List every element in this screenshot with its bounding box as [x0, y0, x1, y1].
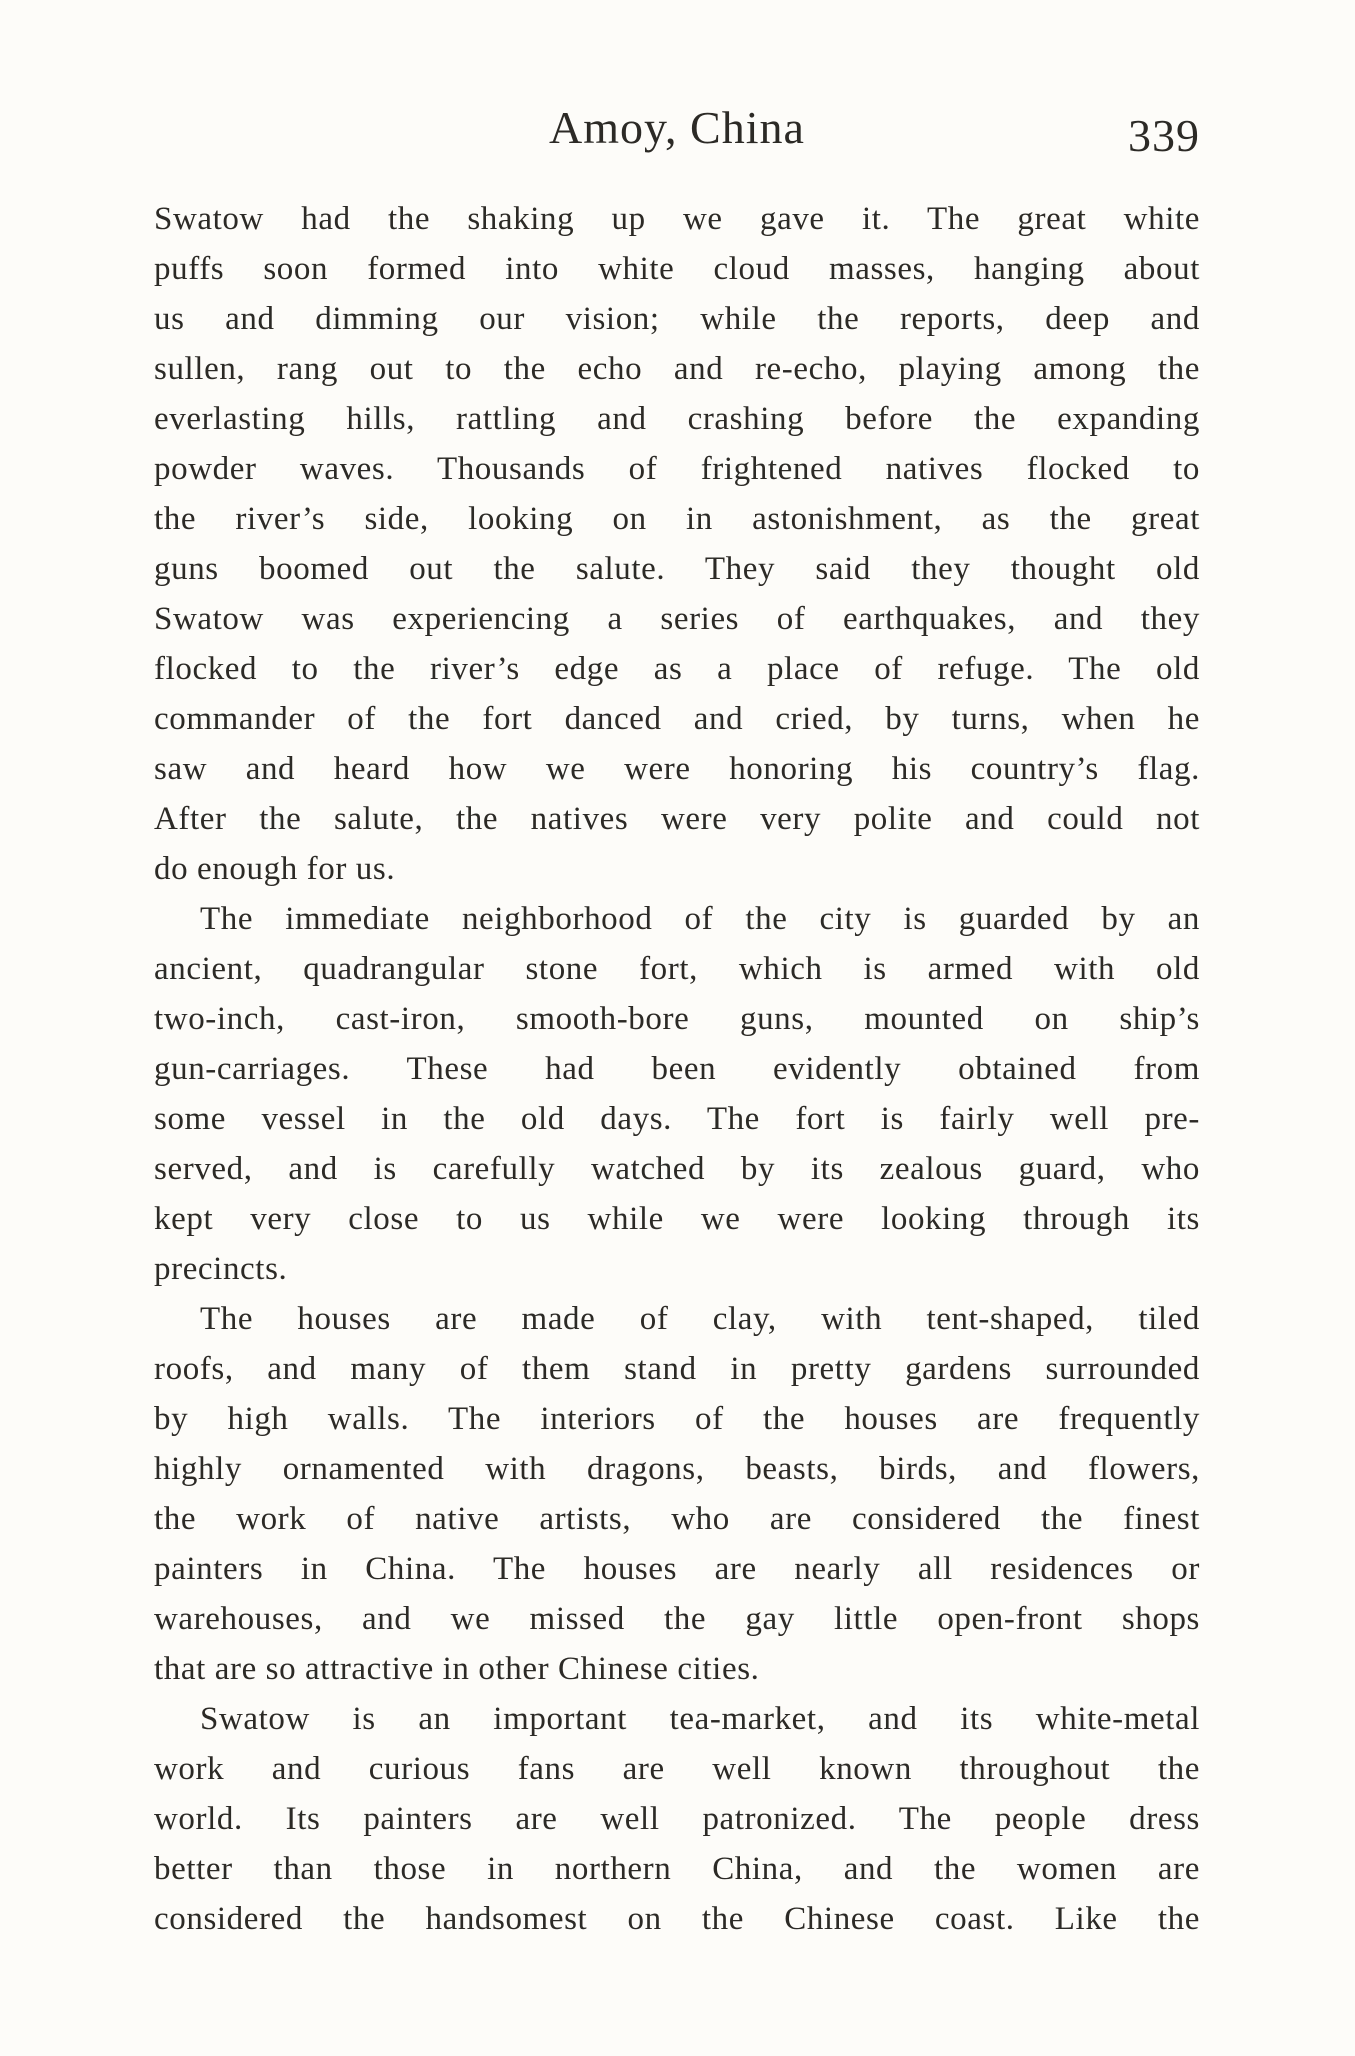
text-line: world. Its painters are well patronized. The people dress — [154, 1801, 1200, 1837]
page-number: 339 — [1128, 110, 1200, 161]
text-line: powder waves. Thousands of frightened natives flocked to — [154, 451, 1200, 487]
text-line: considered the handsomest on the Chinese coast. Like the — [154, 1901, 1200, 1937]
text-line: us and dimming our vision; while the reports, deep and — [154, 301, 1200, 337]
text-line: sullen, rang out to the echo and re-echo, playing among the — [154, 351, 1200, 387]
text-line: guns boomed out the salute. They said they thought old — [154, 551, 1200, 587]
text-line: highly ornamented with dragons, beasts, birds, and flowers, — [154, 1451, 1200, 1487]
text-line: Swatow had the shaking up we gave it. The great white — [154, 201, 1200, 237]
text-line: do enough for us. — [154, 851, 396, 887]
text-line: After the salute, the natives were very polite and could not — [154, 801, 1200, 837]
text-line: saw and heard how we were honoring his country’s flag. — [154, 751, 1200, 787]
paragraph — [154, 1694, 1200, 1944]
text-line: some vessel in the old days. The fort is fairly well pre- — [154, 1101, 1200, 1137]
text-line: served, and is carefully watched by its zealous guard, who — [154, 1151, 1200, 1187]
text-line: The houses are made of clay, with tent-shaped, tiled — [200, 1301, 1200, 1337]
text-line: warehouses, and we missed the gay little open-front shops — [154, 1601, 1200, 1637]
text-line: The immediate neighborhood of the city is guarded by an — [200, 901, 1200, 937]
text-line: kept very close to us while we were looking through its — [154, 1201, 1200, 1237]
text-line: Swatow is an important tea-market, and its white-metal — [200, 1701, 1200, 1737]
paragraph — [154, 894, 1200, 1294]
text-line: by high walls. The interiors of the houses are frequently — [154, 1401, 1200, 1437]
text-line: everlasting hills, rattling and crashing before the expanding — [154, 401, 1200, 437]
running-title: Amoy, China — [549, 102, 805, 153]
paragraph — [154, 1294, 1200, 1694]
text-line: flocked to the river’s edge as a place of refuge. The old — [154, 651, 1200, 687]
paragraph — [154, 194, 1200, 894]
text-line: better than those in northern China, and the women are — [154, 1851, 1200, 1887]
text-line: painters in China. The houses are nearly all residences or — [154, 1551, 1200, 1587]
text-line: the work of native artists, who are considered the finest — [154, 1501, 1200, 1537]
text-line: two-inch, cast-iron, smooth-bore guns, mounted on ship’s — [154, 1001, 1200, 1037]
running-head — [154, 98, 1200, 161]
text-line: roofs, and many of them stand in pretty gardens surrounded — [154, 1351, 1200, 1387]
body-text — [154, 194, 1200, 1944]
text-line: puffs soon formed into white cloud masses, hanging about — [154, 251, 1200, 287]
text-line: the river’s side, looking on in astonishment, as the great — [154, 501, 1200, 537]
text-line: ancient, quadrangular stone fort, which is armed with old — [154, 951, 1200, 987]
text-line: precincts. — [154, 1251, 288, 1287]
text-line: work and curious fans are well known throughout the — [154, 1751, 1200, 1787]
text-line: commander of the fort danced and cried, by turns, when he — [154, 701, 1200, 737]
text-line: that are so attractive in other Chinese cities. — [154, 1651, 760, 1687]
text-line: gun-carriages. These had been evidently obtained from — [154, 1051, 1200, 1087]
text-line: Swatow was experiencing a series of earthquakes, and they — [154, 601, 1200, 637]
